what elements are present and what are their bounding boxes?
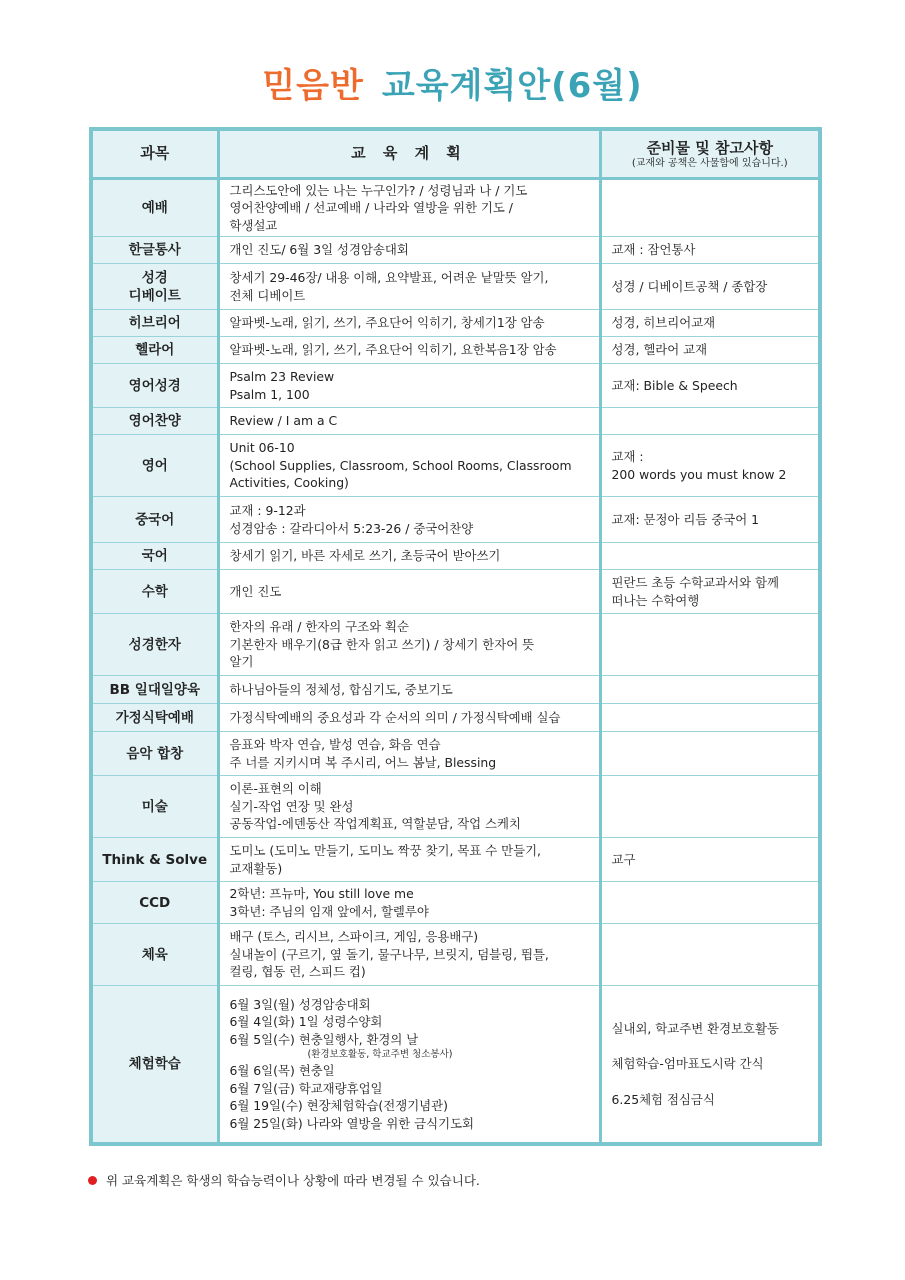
note-cell: [600, 337, 820, 364]
subject-label: 디베이트: [128, 287, 181, 304]
plan-line: 기본한자 배우기(8급 한자 읽고 쓰기) / 창세기 한자어 뜻: [229, 636, 535, 652]
plan-cell: [218, 676, 600, 704]
plan-line: 실내놀이 (구르기, 옆 돌기, 물구나무, 브릿지, 덤블링, 뜀틀,: [229, 946, 549, 962]
plan-line: 음표와 박자 연습, 발성 연습, 화음 연습: [229, 737, 441, 752]
table-row: [91, 570, 820, 614]
plan-cell: [218, 924, 600, 986]
plan-line: 이론-표현의 이해: [229, 781, 322, 797]
plan-cell: [218, 838, 600, 882]
note-cell: [600, 497, 820, 543]
note-cell: [600, 676, 820, 704]
plan-cell: [218, 776, 600, 838]
note-cell: [600, 882, 820, 924]
table-row: [91, 882, 820, 924]
header-note-subtitle: (교재와 공책은 사물함에 있습니다.): [631, 157, 788, 169]
subject-cell: [91, 838, 218, 882]
subject-cell: [91, 614, 218, 676]
note-cell: [600, 543, 820, 570]
table-row: [91, 435, 820, 497]
subject-label: 성경: [141, 269, 168, 286]
subject-label: 성경한자: [128, 636, 181, 653]
plan-line: 컬링, 협동 런, 스피드 컵): [229, 964, 366, 980]
subject-label: 한글통사: [128, 242, 181, 258]
table-header-row: [91, 129, 820, 179]
plan-cell: [218, 704, 600, 732]
plan-line: (School Supplies, Classroom, School Rooms, Classroom: [229, 457, 572, 473]
plan-line: 알파벳-노래, 읽기, 쓰기, 주요단어 익히기, 창세기1장 암송: [229, 315, 545, 331]
plan-cell: [218, 364, 600, 408]
subject-label: 예배: [141, 200, 168, 216]
table-row: [91, 614, 820, 676]
plan-line: Activities, Cooking): [229, 475, 349, 491]
plan-line: Psalm 1, 100: [229, 386, 310, 402]
plan-line: 가정식탁예배의 중요성과 각 순서의 의미 / 가정식탁예배 실습: [229, 709, 561, 725]
table-row: [91, 776, 820, 838]
subject-label: 히브리어: [128, 315, 181, 331]
subject-cell: [91, 882, 218, 924]
subject-label: 헬라어: [135, 342, 175, 358]
note-line: 성경, 헬라어 교재: [611, 342, 708, 358]
subject-label: BB 일대일양육: [109, 681, 200, 698]
plan-cell: [218, 237, 600, 264]
subject-label: 국어: [141, 548, 168, 564]
subject-cell: [91, 237, 218, 264]
plan-line: 교재활동): [229, 860, 283, 876]
plan-line: 6월 25일(화) 나라와 열방을 위한 금식기도회: [229, 1115, 475, 1131]
plan-cell: [218, 408, 600, 435]
plan-line: 실기-작업 연장 및 완성: [229, 798, 354, 814]
subject-cell: [91, 776, 218, 838]
note-cell: [600, 237, 820, 264]
plan-line: 성경암송 : 갈라디아서 5:23-26 / 중국어찬양: [229, 520, 474, 536]
header-note: [600, 129, 820, 179]
plan-line: 6월 4일(화) 1일 성령수양회: [229, 1014, 383, 1029]
plan-line: 6월 7일(금) 학교재량휴업일: [229, 1080, 383, 1096]
plan-line: 학생설교: [229, 217, 278, 233]
plan-line: 전체 디베이트: [229, 287, 306, 303]
plan-line: Review / I am a C: [229, 413, 338, 429]
footer-text: 위 교육계획은 학생의 학습능력이나 상황에 따라 변경될 수 있습니다.: [106, 1173, 480, 1188]
plan-cell: [218, 570, 600, 614]
education-plan-table: [89, 127, 822, 1146]
footer-note: [88, 1171, 480, 1189]
table-row: [91, 364, 820, 408]
subject-cell: [91, 408, 218, 435]
subject-cell: [91, 924, 218, 986]
plan-cell: [218, 882, 600, 924]
table-row: [91, 310, 820, 337]
plan-cell: [218, 732, 600, 776]
page-title: [0, 58, 905, 107]
plan-cell: [218, 497, 600, 543]
note-spacer: [612, 1037, 809, 1055]
subject-label: 음악 합창: [126, 745, 184, 762]
plan-line: 한자의 유래 / 한자의 구조와 획순: [229, 619, 409, 635]
header-note-title: 준비물 및 참고사항: [646, 138, 773, 157]
note-cell: [600, 704, 820, 732]
note-cell: [600, 614, 820, 676]
subject-cell: [91, 337, 218, 364]
note-line: 성경 / 디베이트공책 / 종합장: [611, 278, 768, 294]
plan-cell: [218, 264, 600, 310]
table-row: [91, 676, 820, 704]
subject-cell: 체험학습: [91, 986, 218, 1144]
note-cell: [600, 435, 820, 497]
class-name: 믿음반: [262, 66, 364, 106]
table-body: [91, 179, 820, 1144]
subject-label: 체육: [141, 946, 168, 963]
note-line: 체험학습-엄마표도시락 간식: [611, 1056, 764, 1071]
subject-label: Think & Solve: [102, 851, 208, 868]
table-row-experience: [91, 986, 820, 1144]
note-cell: [600, 408, 820, 435]
header-plan: 교 육 계 획: [218, 129, 600, 179]
note-cell: [600, 838, 820, 882]
plan-line: 공동작업-에덴동산 작업계획표, 역할분담, 작업 스케치: [229, 816, 521, 832]
note-line: 교재 :: [611, 449, 644, 464]
table-row: [91, 497, 820, 543]
note-line: 떠나는 수학여행: [611, 592, 700, 608]
note-line: 핀란드 초등 수학교과서와 함께: [611, 575, 779, 590]
table-row: [91, 264, 820, 310]
plan-title: 교육계획안(6월): [381, 66, 643, 106]
note-cell: [600, 924, 820, 986]
note-spacer: [612, 1073, 809, 1091]
note-line: 실내외, 학교주변 환경보호활동: [611, 1020, 779, 1036]
table-row: [91, 838, 820, 882]
plan-line: 하나님아들의 정체성, 합심기도, 중보기도: [229, 681, 453, 697]
note-cell: [600, 364, 820, 408]
subject-label: 수학: [141, 583, 168, 600]
plan-cell: [218, 310, 600, 337]
subject-cell: [91, 497, 218, 543]
plan-line: 개인 진도/ 6월 3일 성경암송대회: [229, 242, 409, 258]
plan-subnote: (환경보호활동, 학교주변 청소봉사): [307, 1049, 453, 1060]
plan-line: Psalm 23 Review: [229, 369, 335, 384]
plan-line: 알기: [229, 654, 254, 670]
subject-cell: [91, 676, 218, 704]
subject-label: 가정식탁예배: [115, 709, 194, 726]
note-line: 교재 : 잠언통사: [611, 242, 696, 258]
note-cell: [600, 732, 820, 776]
note-line: 200 words you must know 2: [611, 466, 787, 482]
subject-cell: [91, 732, 218, 776]
plan-line: 개인 진도: [229, 583, 282, 599]
note-line: 성경, 히브리어교재: [611, 315, 716, 331]
note-cell: [600, 776, 820, 838]
note-cell: [600, 310, 820, 337]
subject-cell: [91, 264, 218, 310]
plan-line: 6월 5일(수) 현충일행사, 환경의 날: [229, 1031, 419, 1047]
plan-line: 배구 (토스, 리시브, 스파이크, 게임, 응용배구): [229, 929, 479, 945]
note-line: 교구: [611, 851, 636, 867]
subject-cell: [91, 570, 218, 614]
plan-line: Unit 06-10: [229, 440, 295, 456]
plan-line: 주 너를 지키시며 복 주시리, 어느 봄날, Blessing: [229, 754, 497, 770]
note-cell: [600, 986, 820, 1144]
subject-cell: [91, 364, 218, 408]
note-cell: [600, 179, 820, 237]
subject-cell: [91, 543, 218, 570]
table-row: [91, 704, 820, 732]
plan-cell: [218, 179, 600, 237]
plan-line: 6월 19일(수) 현장체험학습(전쟁기념관): [229, 1098, 448, 1113]
plan-cell: [218, 543, 600, 570]
note-line: 교재: Bible & Speech: [611, 377, 738, 393]
note-line: 교재: 문정아 리듬 중국어 1: [611, 511, 760, 527]
subject-cell: [91, 179, 218, 237]
plan-line: 창세기 29-46장/ 내용 이해, 요약발표, 어려운 낱말뜻 알기,: [229, 270, 549, 285]
plan-line: 영어찬양예배 / 선교예배 / 나라와 열방을 위한 기도 /: [229, 200, 513, 216]
subject-label: 미술: [141, 798, 168, 815]
table-row: [91, 337, 820, 364]
plan-line: 6월 6일(목) 현충일: [229, 1063, 335, 1078]
plan-cell: [218, 986, 600, 1144]
plan-line: 그리스도안에 있는 나는 누구인가? / 성령님과 나 / 기도: [229, 182, 528, 198]
subject-cell: [91, 310, 218, 337]
subject-cell: [91, 435, 218, 497]
note-cell: [600, 264, 820, 310]
table-row: [91, 237, 820, 264]
subject-label: 영어: [141, 457, 168, 474]
header-subject: 과목: [91, 129, 218, 179]
plan-line: 6월 3일(월) 성경암송대회: [229, 996, 371, 1012]
plan-cell: [218, 337, 600, 364]
note-cell: [600, 570, 820, 614]
plan-line: 도미노 (도미노 만들기, 도미노 짝꿍 찾기, 목표 수 만들기,: [229, 843, 541, 858]
table-row: [91, 543, 820, 570]
subject-label: 영어성경: [128, 377, 181, 394]
bullet-dot-icon: [88, 1176, 97, 1185]
plan-cell: [218, 435, 600, 497]
note-line: 6.25체험 점심금식: [611, 1091, 715, 1107]
table-row: [91, 179, 820, 237]
table-row: [91, 732, 820, 776]
table-row: [91, 924, 820, 986]
table-row: [91, 408, 820, 435]
subject-cell: [91, 704, 218, 732]
subject-label: CCD: [139, 894, 171, 911]
plan-line: 3학년: 주님의 임재 앞에서, 할렐루야: [229, 903, 429, 919]
plan-line: 알파벳-노래, 읽기, 쓰기, 주요단어 익히기, 요한복음1장 암송: [229, 342, 557, 358]
subject-label: 영어찬양: [128, 413, 181, 429]
plan-line: 2학년: 프뉴마, You still love me: [229, 886, 414, 901]
subject-label: 중국어: [135, 511, 175, 528]
plan-line: 교재 : 9-12과: [229, 503, 306, 518]
plan-cell: [218, 614, 600, 676]
plan-line: 창세기 읽기, 바른 자세로 쓰기, 초등국어 받아쓰기: [229, 548, 501, 564]
